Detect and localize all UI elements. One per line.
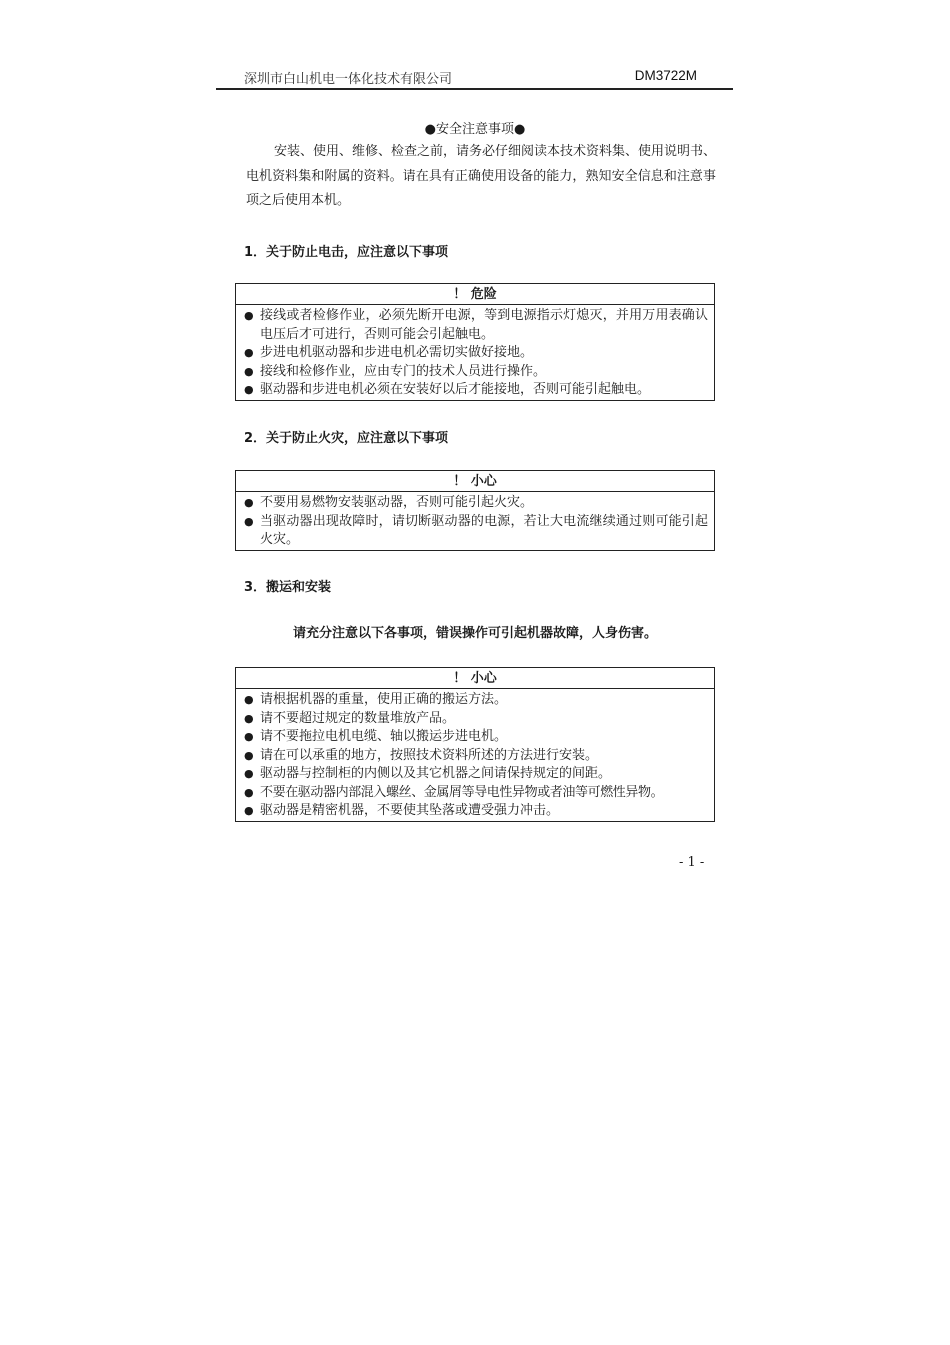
- bullet-icon: ●: [244, 309, 254, 322]
- list-item: ● 步进电机驱动器和步进电机必需切实做好接地。: [244, 344, 708, 363]
- list-item: ● 请不要超过规定的数量堆放产品。: [244, 710, 708, 729]
- bullet-icon: ●: [244, 767, 254, 780]
- bullet-icon: ●: [244, 514, 254, 528]
- danger-box-title: ！ 危险: [236, 284, 714, 305]
- model-number: DM3722M: [634, 68, 697, 83]
- list-item: ● 驱动器与控制柜的内侧以及其它机器之间请保持规定的间距。: [244, 765, 708, 784]
- bullet-icon: ●: [244, 711, 254, 725]
- document-title: ●安全注意事项●: [424, 122, 526, 137]
- bullet-icon: ●: [244, 748, 254, 762]
- fire-caution-box: [235, 470, 715, 551]
- list-item: ● 接线和检修作业，应由专门的技术人员进行操作。: [244, 363, 708, 382]
- bullet-icon: ●: [244, 730, 254, 743]
- bullet-icon: ●: [244, 364, 254, 378]
- bullet-icon: ●: [244, 785, 254, 799]
- danger-box: [235, 283, 715, 401]
- fire-caution-box-title: ！ 小心: [236, 471, 714, 492]
- transport-caution-box-title: ！ 小心: [236, 668, 714, 689]
- section-2-heading: 2．关于防止火灾，应注意以下事项: [244, 431, 449, 446]
- bullet-icon: ●: [244, 346, 254, 359]
- bullet-icon: ●: [244, 383, 254, 396]
- transport-caution-box: [235, 667, 715, 822]
- bullet-icon: ●: [244, 693, 254, 706]
- fire-caution-list: [236, 492, 714, 550]
- section-3-heading: 3．搬运和安装: [244, 580, 332, 595]
- list-item: ● 当驱动器出现故障时，请切断驱动器的电源，若让大电流继续通过则可能引起火灾。: [244, 513, 708, 547]
- transport-caution-list: [236, 689, 714, 821]
- list-item: ● 驱动器和步进电机必须在安装好以后才能接地，否则可能引起触电。: [244, 381, 708, 400]
- list-item: ● 不要在驱动器内部混入螺丝、金属屑等导电性异物或者油等可燃性异物。: [244, 784, 708, 803]
- page-number: - 1 -: [679, 855, 705, 870]
- list-item: ● 接线或者检修作业，必须先断开电源，等到电源指示灯熄灭，并用万用表确认电压后才可进行，否则可能会引起触电。: [244, 308, 708, 342]
- list-item: ● 请根据机器的重量，使用正确的搬运方法。: [244, 691, 708, 710]
- bullet-icon: ●: [244, 804, 254, 817]
- list-item: ● 驱动器是精密机器，不要使其坠落或遭受强力冲击。: [244, 802, 708, 821]
- section-1-heading: 1．关于防止电击，应注意以下事项: [244, 245, 449, 260]
- list-item: ● 请在可以承重的地方，按照技术资料所述的方法进行安装。: [244, 747, 708, 766]
- company-name: 深圳市白山机电一体化技术有限公司: [244, 72, 453, 87]
- bullet-icon: ●: [244, 496, 254, 509]
- list-item: ● 请不要拖拉电机电缆、轴以搬运步进电机。: [244, 728, 708, 747]
- intro-paragraph: 安装、使用、维修、检查之前，请务必仔细阅读本技术资料集、使用说明书、电机资料集和附属的资料。请在具有正确使用设备的能力，熟知安全信息和注意事项之后使用本机。: [246, 144, 717, 208]
- danger-list: [236, 305, 714, 400]
- page-header: [216, 66, 733, 90]
- section-3-note: 请充分注意以下各事项，错误操作可引起机器故障，人身伤害。: [292, 626, 657, 641]
- list-item: ● 不要用易燃物安装驱动器，否则可能引起火灾。: [244, 494, 708, 513]
